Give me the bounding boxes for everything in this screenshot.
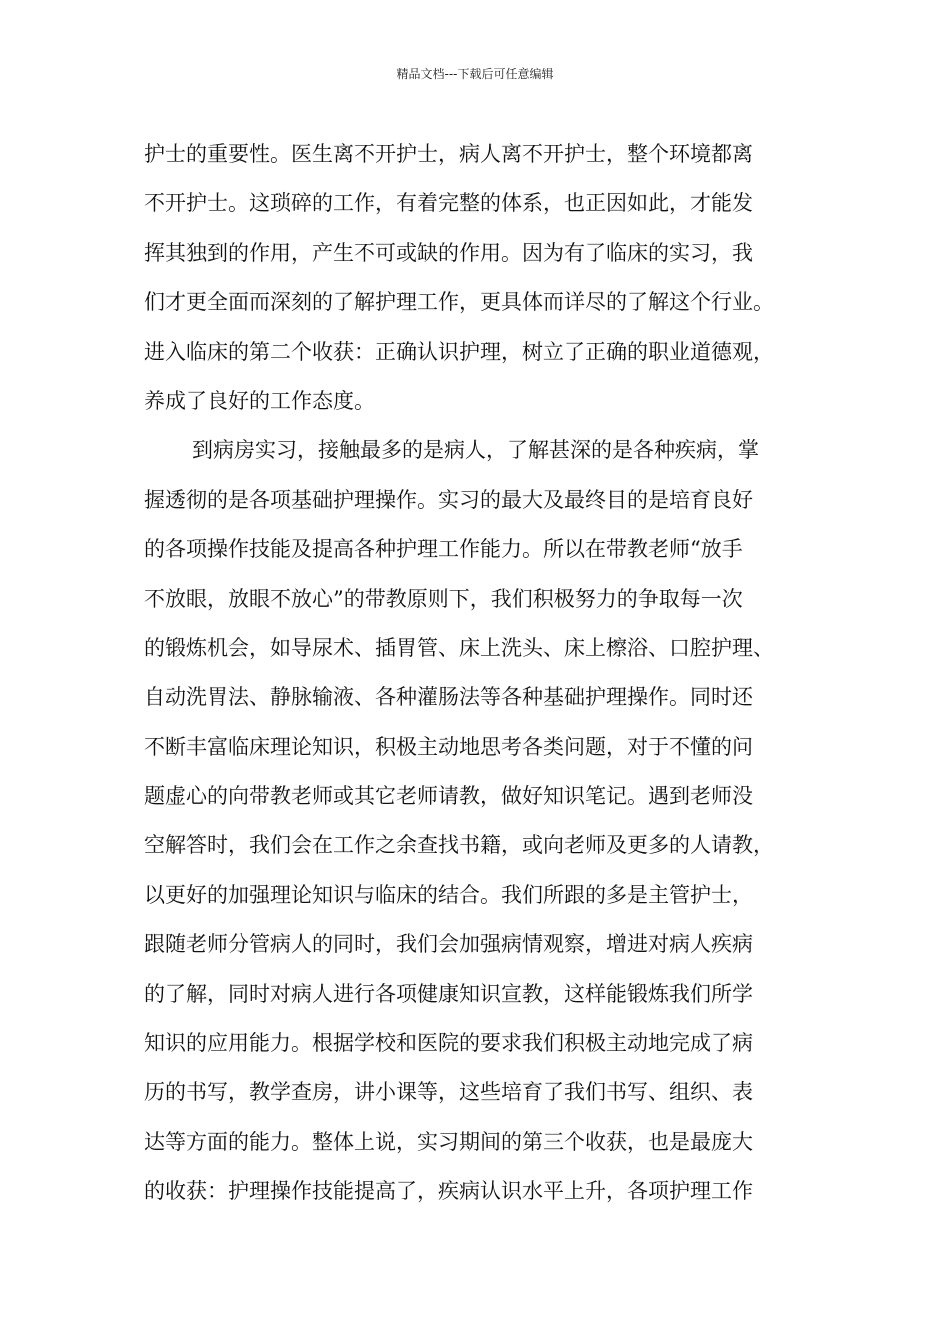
text-line: 不断丰富临床理论知识，积极主动地思考各类问题，对于不懂的问 (144, 734, 753, 759)
paragraph-1 (144, 130, 824, 426)
text-line: 护士的重要性。医生离不开护士，病人离不开护士，整个环境都离 (144, 142, 753, 166)
text-line: 达等方面的能力。整体上说，实习期间的第三个收获，也是最庞大 (144, 1129, 753, 1154)
text-line: 到病房实习，接触最多的是病人，了解甚深的是各种疾病，掌 (192, 438, 759, 463)
text-line: 不开护士。这琐碎的工作，有着完整的体系，也正因如此，才能发 (144, 191, 753, 216)
text-line: 以更好的加强理论知识与临床的结合。我们所跟的多是主管护士， (144, 882, 753, 907)
text-line: 的收获：护理操作技能提高了，疾病认识水平上升，各项护理工作 (144, 1179, 753, 1204)
text-line: 题虚心的向带教老师或其它老师请教，做好知识笔记。遇到老师没 (144, 784, 753, 809)
text-line: 的各项操作技能及提高各种护理工作能力。所以在带教老师“放手 (144, 537, 743, 562)
text-line: 跟随老师分管病人的同时，我们会加强病情观察，增进对病人疾病 (144, 932, 753, 957)
text-line: 不放眼，放眼不放心”的带教原则下，我们积极努力的争取每一次 (144, 586, 743, 611)
page-header: 精品文档---下载后可任意编辑 (396, 67, 554, 81)
text-line: 们才更全面而深刻的了解护理工作，更具体而详尽的了解这个行业。 (144, 290, 774, 315)
text-line: 自动洗胃法、静脉输液、各种灌肠法等各种基础护理操作。同时还 (144, 685, 753, 710)
text-line: 知识的应用能力。根据学校和医院的要求我们积极主动地完成了病 (144, 1031, 753, 1056)
paragraph-2 (144, 426, 824, 1216)
text-line: 握透彻的是各项基础护理操作。实习的最大及最终目的是培育良好 (144, 487, 753, 512)
text-line: 养成了良好的工作态度。 (144, 388, 375, 413)
document-body (144, 130, 824, 1217)
text-line: 进入临床的第二个收获：正确认识护理，树立了正确的职业道德观， (144, 339, 774, 364)
text-line: 的了解，同时对病人进行各项健康知识宣教，这样能锻炼我们所学 (144, 981, 753, 1006)
text-line: 历的书写，教学查房，讲小课等，这些培育了我们书写、组织、表 (144, 1080, 753, 1105)
text-line: 挥其独到的作用，产生不可或缺的作用。因为有了临床的实习，我 (144, 240, 753, 265)
text-line: 的锻炼机会，如导尿术、插胃管、床上洗头、床上檫浴、口腔护理、 (144, 635, 774, 660)
text-line: 空解答时，我们会在工作之余查找书籍，或向老师及更多的人请教， (144, 833, 774, 858)
